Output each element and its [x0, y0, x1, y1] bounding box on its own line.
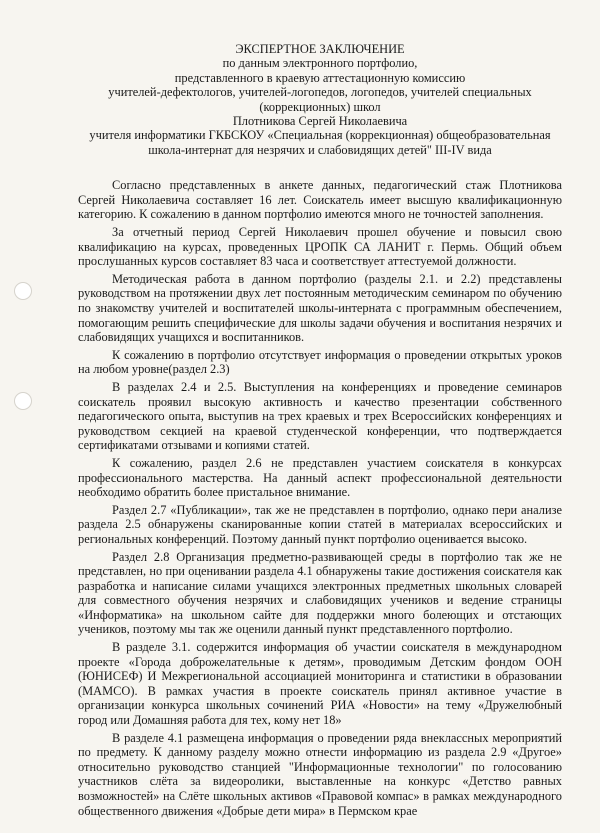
punch-hole — [14, 392, 32, 410]
paragraph: В разделе 3.1. содержится информация об участии соискателя в международном проекте «Города доброжелательные к детям», проводимым Детским фондом ООН (ЮНИСЕФ) И Межрегиональной ассоциацией мониторинга и статистики в образовании (МАМСО). В рамках участия в проекте соискатель принял активное участие в организации конкурса школьных сочинений РИА «Новости» на тему «Дружелюбный город или Домашняя работа для тех, кому нет 18» — [78, 640, 562, 728]
header-line: по данным электронного портфолио, — [222, 56, 418, 71]
document-body — [78, 178, 562, 818]
header-line: учителей-дефектологов, учителей-логопедов, логопедов, учителей специальных — [108, 85, 532, 100]
paragraph: Методическая работа в данном портфолио (разделы 2.1. и 2.2) представлены руководством на протяжении двух лет постоянным методическим семинаром по обучению по знакомству учителей и воспитателей школы-интерната с программным обеспечением, помогающим решить специфические для школы задачи обучения и воспитания незрячих и слабовидящих учащихся и воспитанников. — [78, 271, 562, 345]
header-line: учителя информатики ГКБСКОУ «Специальная (коррекционная) общеобразовательная — [89, 128, 551, 143]
header-line: школа-интернат для незрячих и слабовидящих детей" III-IV вида — [148, 142, 492, 157]
paragraph: К сожалению в портфолио отсутствует информация о проведении открытых уроков на любом уровне(раздел 2.3) — [78, 347, 562, 377]
paragraph: К сожалению, раздел 2.6 не представлен участием соискателя в конкурсах профессионального мастерства. На данный аспект профессиональной деятельности необходимо обратить более пристальное внимание. — [78, 455, 562, 500]
paragraph: Раздел 2.7 «Публикации», так же не представлен в портфолио, однако пери анализе раздела 2.5 обнаружены сканированные копии статей в материалах всероссийских и региональных конференций. Поэтому данный пункт портфолио оценивается высоко. — [78, 502, 562, 546]
punch-hole — [14, 282, 32, 300]
header-line: представленного в краевую аттестационную комиссию — [174, 70, 466, 85]
header-line: (коррекционных) школ — [259, 99, 381, 114]
paragraph: За отчетный период Сергей Николаевич прошел обучение и повысил свою квалификацию на курсах, проведенных ЦРОПК СА ЛАНИТ г. Пермь. Общий объем прослушанных курсов составляет 83 часа и соответствует аттестуемой должности. — [78, 225, 562, 269]
paragraph: В разделах 2.4 и 2.5. Выступления на конференциях и проведение семинаров соискатель проявил высокую активность и качество презентации собственного педагогического опыта, выступив на трех краевых и трех Всероссийских конференциях и руководством секцией на краевой студенческой конференции, что подтверждается сертификатами отзывами и копиями статей. — [78, 379, 562, 453]
paragraph: В разделе 4.1 размещена информация о проведении ряда внеклассных мероприятий по предмету. К данному разделу можно отнести информацию из раздела 2.9 «Другое» относительно руководство станцией "Информационные технологии" по голосованию участников слёта за видеоролики, выставленные на конкурс «Детство равных возможностей» на Слёте школьных активов «Правовой компас» в рамках международного общественного движения «Добрые дети мира» в Пермском крае — [78, 730, 562, 818]
paragraph: Согласно представленных в анкете данных, педагогический стаж Плотникова Сергей Николаевича составляет 16 лет. Соискатель имеет высшую квалификационную категорию. К сожалению в данном портфолио имеются много не точностей заполнения. — [78, 178, 562, 222]
candidate-name: Плотникова Сергей Николаевича — [232, 114, 408, 129]
document-title: ЭКСПЕРТНОЕ ЗАКЛЮЧЕНИЕ — [235, 42, 405, 56]
document-header — [78, 42, 562, 157]
paragraph: Раздел 2.8 Организация предметно-развивающей среды в портфолио так же не представлен, но при оценивании раздела 4.1 обнаружены такие достижения соискателя как разработка и написание силами учащихся электронных предметных школьных словарей для совместного обучения незрячих и слабовидящих учеников и ведение страницы «Информатика» на школьном сайте для поддержки много болеющих и отстающих учеников, поэтому мы так же оценили данный пункт представленного портфолио. — [78, 549, 562, 637]
